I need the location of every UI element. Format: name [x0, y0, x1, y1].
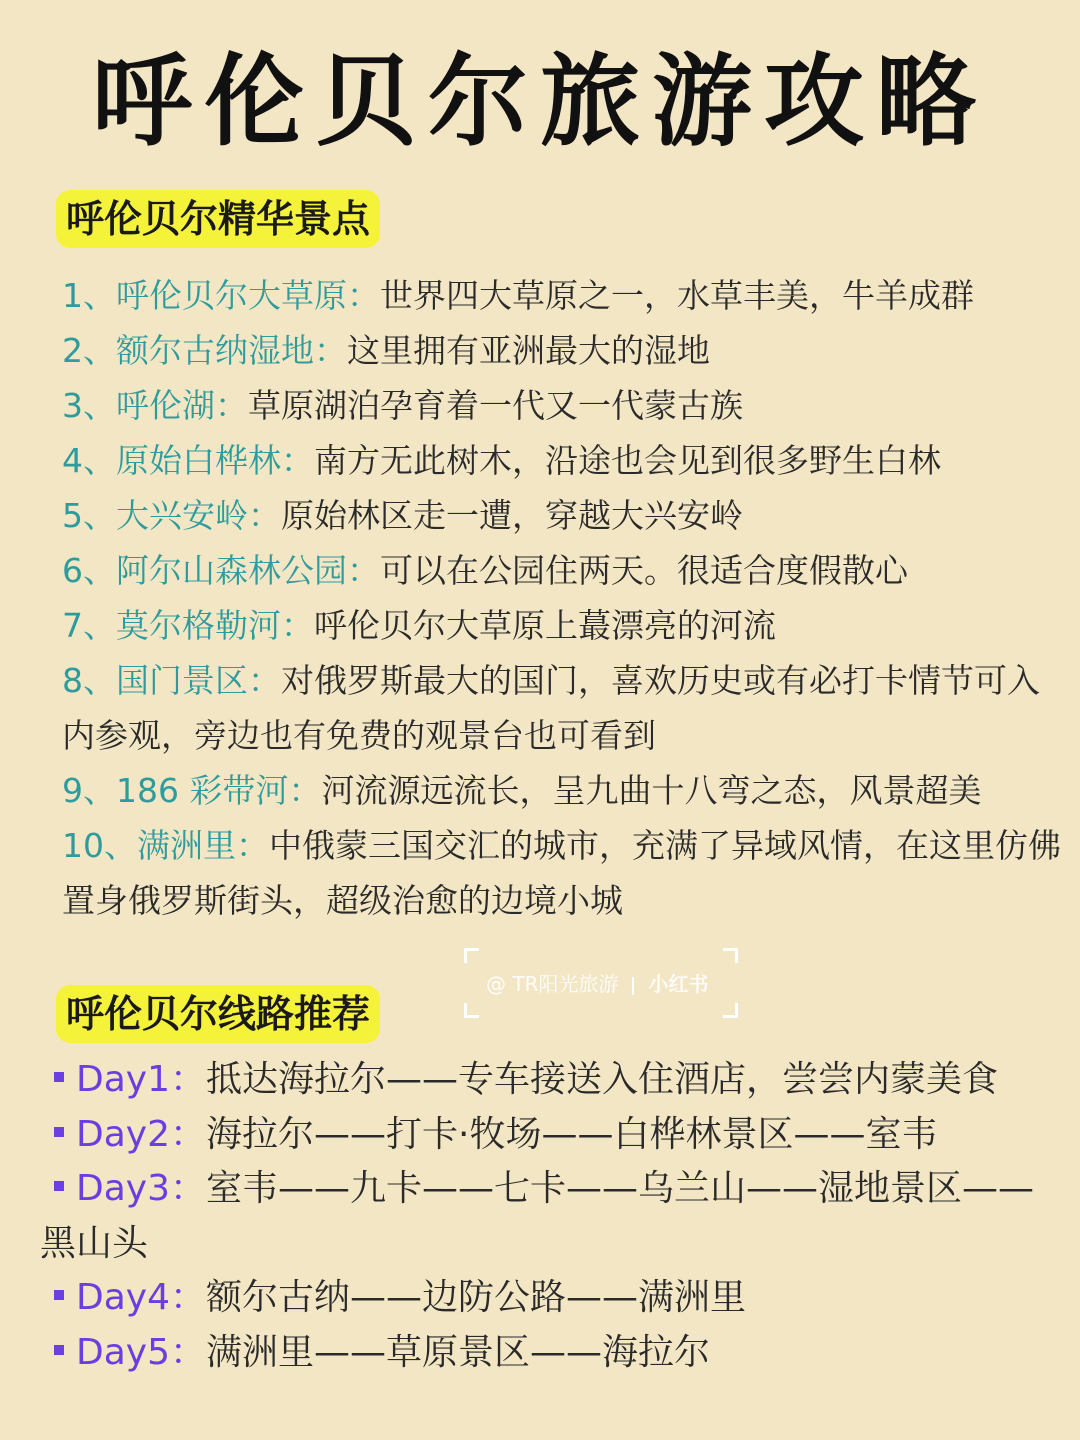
spot-item-4 — [62, 433, 1062, 488]
spot-description: 河流源远流长，呈九曲十八弯之态，风景超美 — [321, 771, 982, 810]
spot-description: 世界四大草原之一，水草丰美，牛羊成群 — [380, 276, 974, 315]
route-description: 满洲里——草原景区——海拉尔 — [206, 1331, 711, 1373]
spot-colon: ： — [314, 331, 347, 370]
routes-section-heading: 呼伦贝尔线路推荐 — [56, 985, 380, 1043]
spot-name: 国门景区 — [116, 661, 248, 700]
spot-description: 南方无此树木，沿途也会见到很多野生白林 — [314, 441, 941, 480]
spot-description: 这里拥有亚洲最大的湿地 — [347, 331, 710, 370]
page-title: 呼伦贝尔旅游攻略 — [92, 43, 988, 160]
bullet-icon — [54, 1127, 64, 1137]
spot-colon: ： — [288, 771, 322, 810]
route-day: Day1： — [76, 1059, 206, 1100]
spot-item-9 — [62, 763, 1062, 818]
spot-item-10 — [62, 818, 1062, 928]
spot-name: 原始白桦林 — [116, 441, 281, 480]
spot-name: 莫尔格勒河 — [116, 606, 281, 645]
watermark-account: @ TR阳光旅游 — [486, 972, 619, 996]
spot-index: 8、 — [62, 661, 116, 700]
route-item-3 — [40, 1162, 1050, 1271]
spot-item-2 — [62, 323, 1062, 378]
spot-index: 4、 — [62, 441, 116, 480]
route-item-2 — [40, 1108, 1050, 1163]
spot-item-8 — [62, 653, 1062, 763]
spot-colon: ： — [215, 386, 248, 425]
bullet-icon — [54, 1290, 64, 1300]
bullet-icon — [54, 1345, 64, 1355]
bullet-icon — [54, 1072, 64, 1082]
watermark-corner-bottom-left — [464, 1003, 479, 1018]
spot-colon: ： — [347, 276, 380, 315]
spot-name: 满洲里 — [137, 826, 236, 865]
route-description: 抵达海拉尔——专车接送入住酒店，尝尝内蒙美食 — [206, 1059, 999, 1100]
spot-index: 9、 — [62, 771, 116, 810]
spot-description: 原始林区走一遭，穿越大兴安岭 — [281, 496, 743, 535]
watermark — [464, 948, 738, 1018]
watermark-corner-top-left — [464, 948, 479, 963]
route-day: Day2： — [76, 1113, 206, 1155]
watermark-separator — [632, 977, 634, 995]
spot-description: 中俄蒙三国交汇的城市，充满了异域风情，在这里仿佛置身俄罗斯街头，超级治愈的边境小城 — [62, 826, 1061, 920]
spot-index: 6、 — [62, 551, 116, 590]
spot-description: 可以在公园住两天。很适合度假散心 — [380, 551, 908, 590]
spot-item-7 — [62, 598, 1062, 653]
spot-colon: ： — [236, 826, 269, 865]
route-description: 额尔古纳——边防公路——满洲里 — [206, 1277, 747, 1318]
route-item-5 — [40, 1326, 1050, 1381]
bullet-icon — [54, 1181, 64, 1191]
spot-name: 额尔古纳湿地 — [116, 331, 314, 370]
spot-description: 呼伦贝尔大草原上蕞漂亮的河流 — [314, 606, 776, 645]
route-description: 海拉尔——打卡·牧场——白桦林景区——室韦 — [206, 1113, 938, 1155]
spot-name: 大兴安岭 — [116, 496, 248, 535]
spot-item-5 — [62, 488, 1062, 543]
spot-index: 5、 — [62, 496, 116, 535]
spot-colon: ： — [248, 661, 281, 700]
spot-name: 呼伦贝尔大草原 — [116, 276, 347, 315]
spot-description: 草原湖泊孕育着一代又一代蒙古族 — [248, 386, 743, 425]
watermark-corner-bottom-right — [723, 1003, 738, 1018]
spot-colon: ： — [281, 441, 314, 480]
spot-index: 7、 — [62, 606, 116, 645]
spots-section-heading: 呼伦贝尔精华景点 — [56, 190, 380, 248]
spot-name: 呼伦湖 — [116, 386, 215, 425]
spot-colon: ： — [347, 551, 380, 590]
spot-index: 2、 — [62, 331, 116, 370]
spot-index: 1、 — [62, 276, 116, 315]
route-item-4 — [40, 1271, 1050, 1326]
watermark-text — [486, 968, 708, 997]
route-day: Day5： — [76, 1331, 206, 1373]
route-day: Day3： — [76, 1168, 206, 1209]
spot-description: 对俄罗斯最大的国门，喜欢历史或有必打卡情节可入内参观，旁边也有免费的观景台也可看到 — [62, 661, 1040, 755]
spot-index: 10、 — [62, 826, 137, 865]
spot-colon: ： — [248, 496, 281, 535]
spot-name: 阿尔山森林公园 — [116, 551, 347, 590]
spot-item-3 — [62, 378, 1062, 433]
spot-item-6 — [62, 543, 1062, 598]
spots-list — [62, 268, 1062, 928]
spot-name: 186 彩带河 — [116, 771, 289, 810]
spot-colon: ： — [281, 606, 314, 645]
watermark-brand-logo: 小红书 — [648, 972, 709, 996]
spot-index: 3、 — [62, 386, 116, 425]
watermark-corner-top-right — [723, 948, 738, 963]
route-day: Day4： — [76, 1277, 206, 1318]
routes-list — [40, 1053, 1050, 1380]
route-item-1 — [40, 1053, 1050, 1108]
route-description: 室韦——九卡——七卡——乌兰山——湿地景区——黑山头 — [40, 1168, 1035, 1264]
spot-item-1 — [62, 268, 1062, 323]
